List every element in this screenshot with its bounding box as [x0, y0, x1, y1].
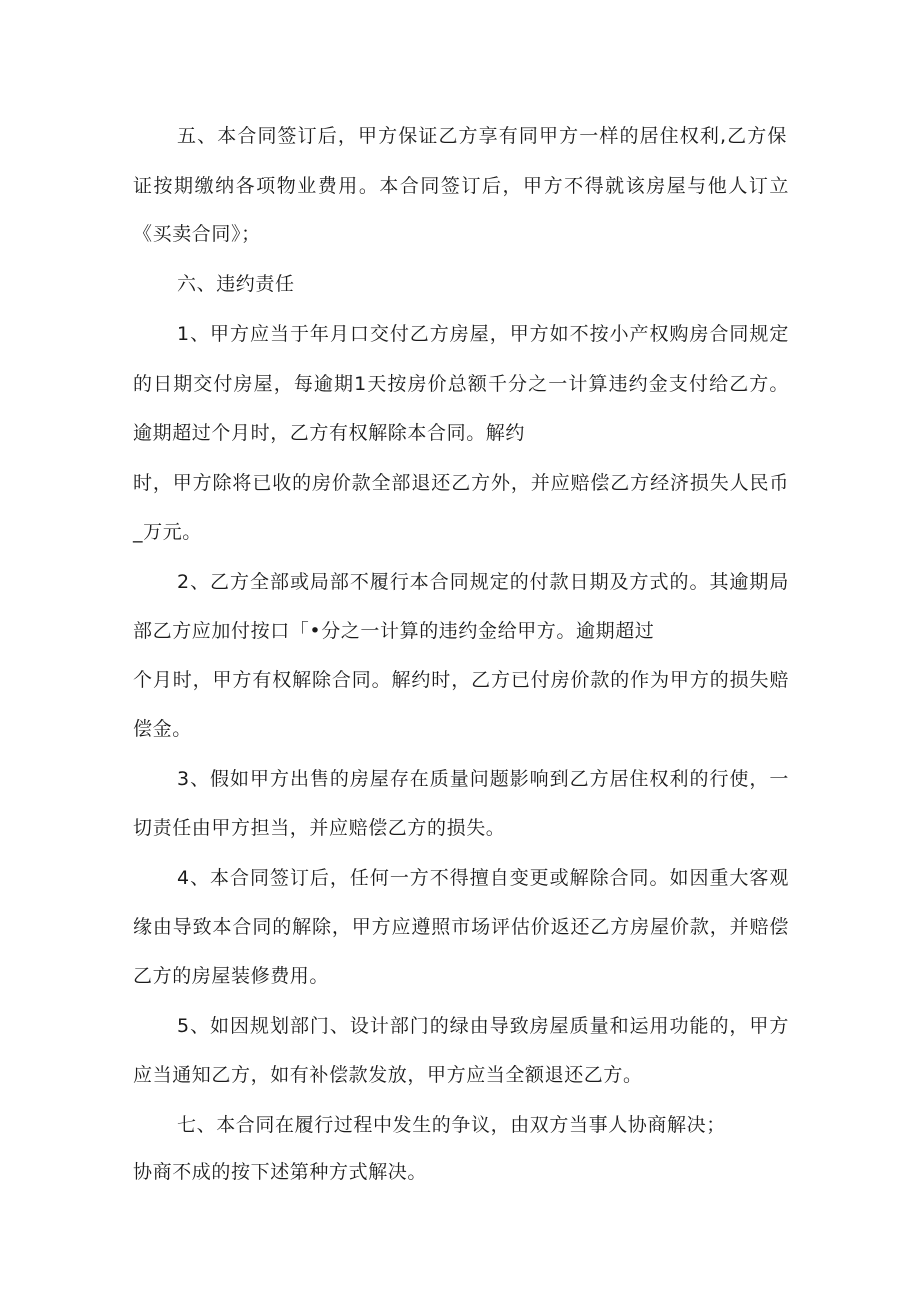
text-line: 时，甲方除将已收的房价款全部退还乙方外，并应赔偿乙方经济损失人民币	[133, 472, 789, 494]
text-line: 偿金。	[133, 718, 192, 740]
text-line: 逾期超过个月时，乙方有权解除本合同。解约	[133, 422, 526, 444]
text-line: 1、甲方应当于年月口交付乙方房屋，甲方如不按小产权购房合同规定	[177, 323, 789, 345]
text-line: 五、本合同签订后，甲方保证乙方享有同甲方一样的居住权利,乙方保	[177, 125, 787, 147]
text-line: 应当通知乙方，如有补偿款发放，甲方应当全额退还乙方。	[133, 1064, 643, 1086]
text-line: _万元。	[133, 521, 202, 543]
text-line: 七、本合同在履行过程中发生的争议，由双方当事人协商解决；	[177, 1114, 726, 1136]
text-line: 切责任由甲方担当，并应赔偿乙方的损失。	[133, 817, 506, 839]
text-line: 缘由导致本合同的解除，甲方应遵照市场评估价返还乙方房屋价款，并赔偿	[133, 916, 789, 938]
section-heading: 六、违约责任	[177, 273, 295, 295]
text-line: 5、如因规划部门、设计部门的绿由导致房屋质量和运用功能的，甲方	[177, 1015, 789, 1037]
text-line: 协商不成的按下述第种方式解决。	[133, 1161, 428, 1183]
text-line: 3、假如甲方出售的房屋存在质量问题影响到乙方居住权利的行使，一	[177, 768, 789, 790]
text-line: 的日期交付房屋，每逾期1天按房价总额千分之一计算违约金支付给乙方。	[133, 373, 789, 395]
text-line: 2、乙方全部或局部不履行本合同规定的付款日期及方式的。其逾期局	[177, 571, 789, 593]
text-line: 个月时，甲方有权解除合同。解约时，乙方已付房价款的作为甲方的损失赔	[133, 669, 789, 691]
text-line: 证按期缴纳各项物业费用。本合同签订后，甲方不得就该房屋与他人订立	[133, 175, 789, 197]
text-line: 部乙方应加付按口「•分之一计算的违约金给甲方。逾期超过	[133, 620, 655, 642]
text-line: 《买卖合同》；	[133, 223, 261, 245]
text-line: 乙方的房屋装修费用。	[133, 965, 330, 987]
text-line: 4、本合同签订后，任何一方不得擅自变更或解除合同。如因重大客观	[177, 867, 789, 889]
